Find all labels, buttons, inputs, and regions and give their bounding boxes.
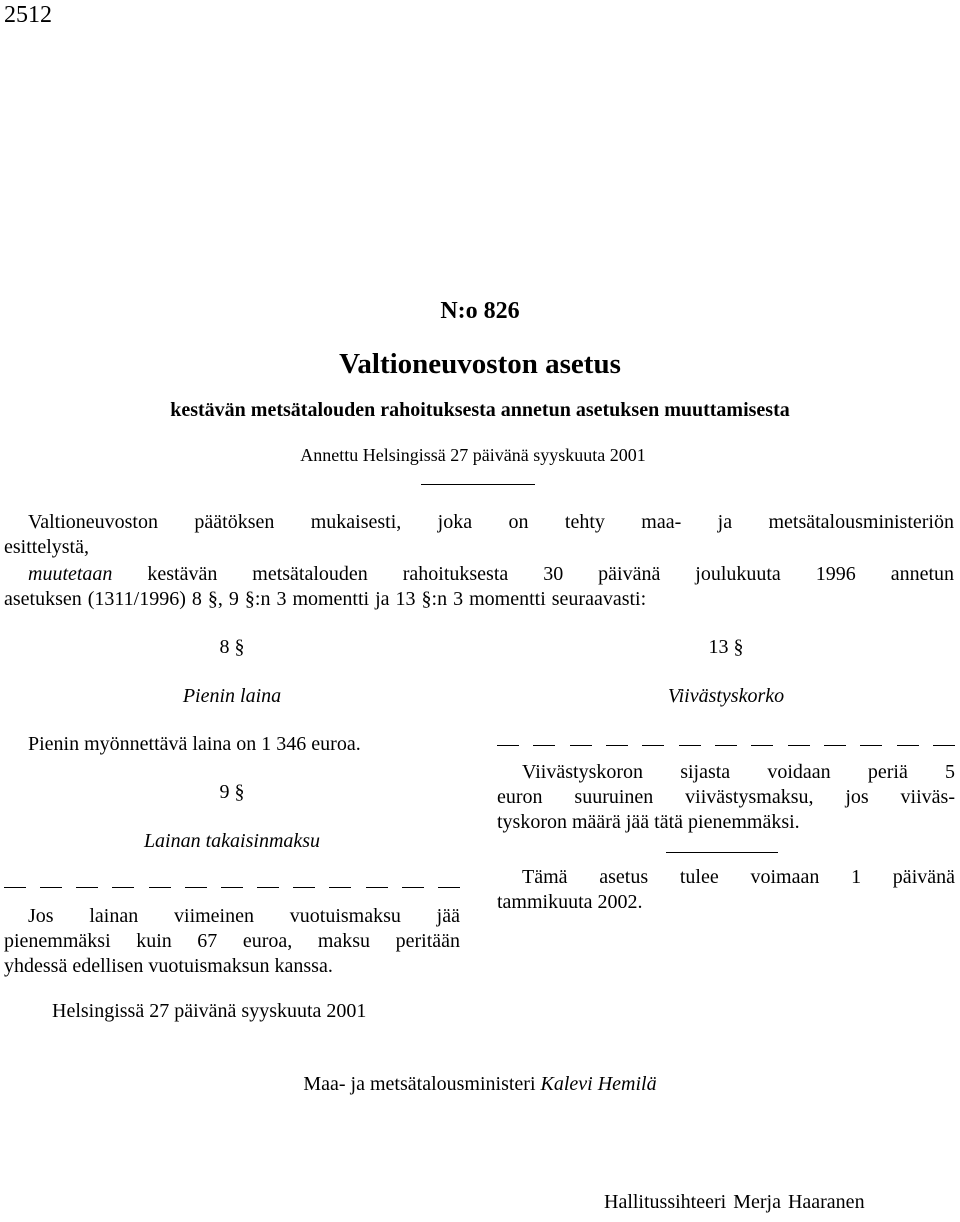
text-divider <box>666 852 778 853</box>
entry-into-force-line-1: Tämä asetus tulee voimaan 1 päivänä <box>522 866 955 888</box>
section-9-heading: 9 § <box>219 781 245 803</box>
place-and-date: Helsingissä 27 päivänä syyskuuta 2001 <box>52 1000 367 1022</box>
section-13-text-line-1: Viivästyskoron sijasta voidaan periä 5 <box>522 761 955 783</box>
preamble-line-1: Valtioneuvoston päätöksen mukaisesti, joka on tehty maa- ja metsätalousministeriön <box>28 511 954 533</box>
given-date-line: Annettu Helsingissä 27 päivänä syyskuuta 2001 <box>300 445 646 465</box>
section-9-text-line-2: pienemmäksi kuin 67 euroa, maksu peritään <box>4 930 460 952</box>
enacting-word: muutetaan <box>28 563 113 585</box>
omission-marker-right <box>497 745 955 746</box>
section-13-heading: 13 § <box>708 636 744 658</box>
section-13-title: Viivästyskorko <box>667 685 785 707</box>
section-13-text-line-3: tyskoron määrä jää tätä pienemmäksi. <box>497 811 800 833</box>
header-divider <box>421 484 535 485</box>
document-title: Valtioneuvoston asetus <box>339 348 621 380</box>
preamble-line-3 <box>28 563 954 586</box>
section-8-text: Pienin myönnettävä laina on 1 346 euroa. <box>28 733 361 755</box>
preamble-line-4: asetuksen (1311/1996) 8 §, 9 §:n 3 momentti ja 13 §:n 3 momentti seuraavasti: <box>4 588 647 610</box>
section-9-text-line-3: yhdessä edellisen vuotuismaksun kanssa. <box>4 955 333 977</box>
section-13-text-line-2: euron suuruinen viivästysmaksu, jos viiväs- <box>497 786 955 808</box>
secretary-signature: Hallitussihteeri Merja Haaranen <box>604 1191 865 1213</box>
minister-signature <box>0 1073 960 1096</box>
document-number: N:o 826 <box>440 298 520 324</box>
entry-into-force-line-2: tammikuuta 2002. <box>497 891 643 913</box>
section-9-text-line-1: Jos lainan viimeinen vuotuismaksu jää <box>28 905 460 927</box>
section-8-heading: 8 § <box>219 636 245 658</box>
section-8-title: Pienin laina <box>182 685 282 707</box>
page-number: 2512 <box>4 2 52 28</box>
preamble-line-3-rest: kestävän metsätalouden rahoituksesta 30 päivänä joulukuuta 1996 annetun <box>112 563 954 585</box>
document-subtitle: kestävän metsätalouden rahoituksesta annetun asetuksen muuttamisesta <box>170 399 790 421</box>
omission-marker-left <box>4 887 460 888</box>
section-9-title: Lainan takaisinmaksu <box>143 830 321 852</box>
minister-title: Maa- ja metsätalousministeri <box>303 1073 536 1095</box>
minister-name: Kalevi Hemilä <box>540 1073 657 1095</box>
preamble-line-2: esittelystä, <box>4 536 89 558</box>
